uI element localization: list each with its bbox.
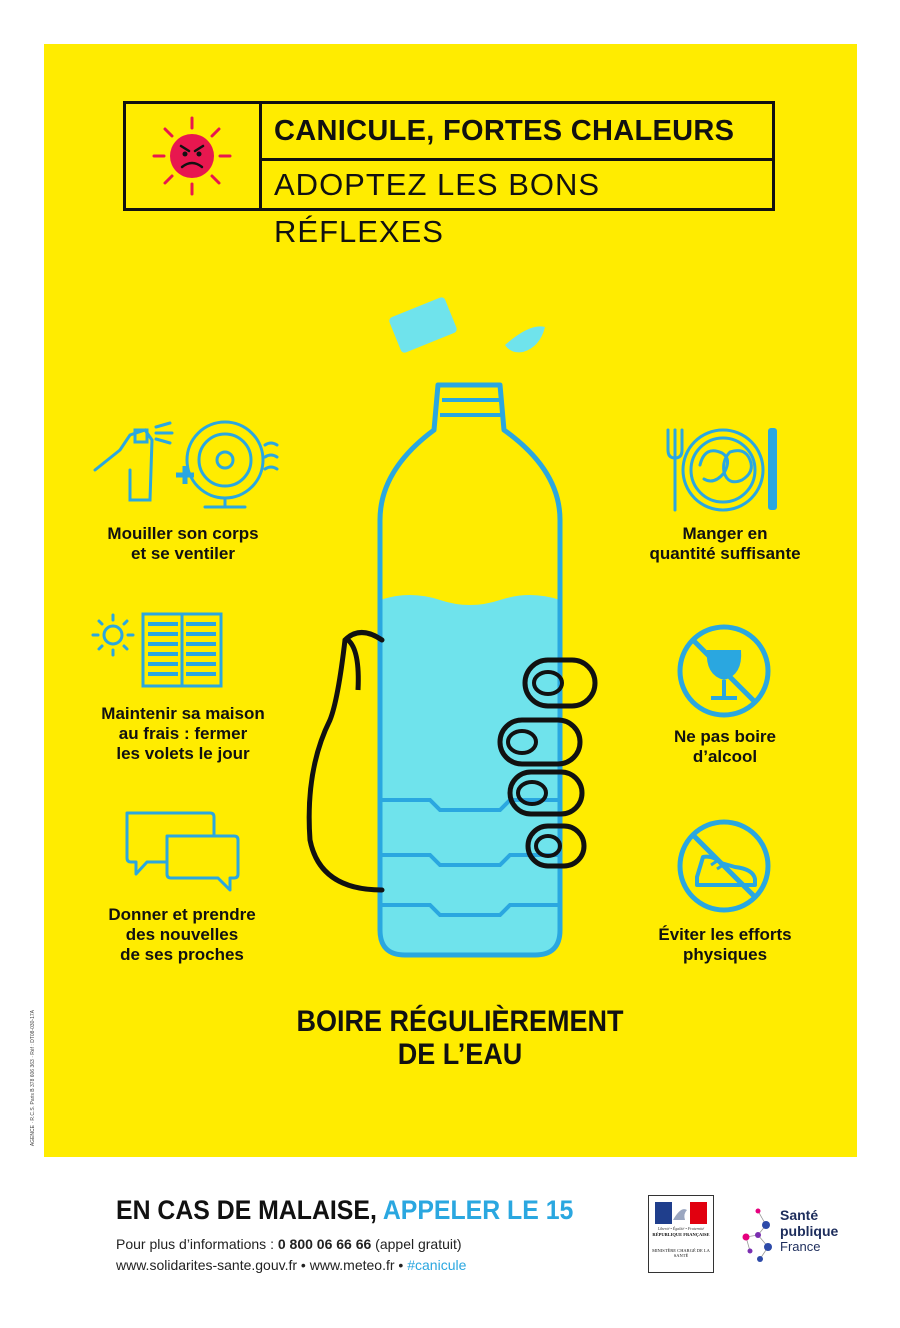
advice-line: les volets le jour [116, 744, 250, 763]
advice-avoid-effort [635, 925, 815, 965]
header-title: CANICULE, FORTES CHALEURS [262, 104, 772, 161]
info-prefix: Pour plus d’informations : [116, 1236, 278, 1252]
advice-no-alcohol [640, 727, 810, 767]
footer-links-line [116, 1257, 466, 1273]
sp-line2: publique [780, 1223, 839, 1239]
speech-bubbles-icon [122, 808, 247, 893]
advice-line: Manger en [682, 524, 768, 543]
gov-ministry: MINISTÈRE CHARGÉ DE LA SANTÉ [652, 1248, 710, 1258]
no-alcohol-icon [673, 620, 775, 722]
advice-keep-in-touch [92, 905, 272, 965]
sp-line3: France [780, 1239, 821, 1254]
footer-title [116, 1195, 573, 1226]
spray-fan-icon [90, 415, 285, 510]
side-reference-text: AGENCE · R.C.S. Paris B 378 606 363 · Réf : DT08-030-17A [30, 1010, 36, 1147]
plate-fork-knife-icon [660, 420, 785, 515]
header-subtitle: ADOPTEZ LES BONS RÉFLEXES [274, 167, 601, 249]
main-message-line2: DE L’EAU [397, 1038, 523, 1071]
advice-cool-house [88, 704, 278, 764]
hashtag-canicule[interactable]: #canicule [407, 1257, 467, 1273]
advice-line: physiques [682, 945, 768, 964]
sun-shutters-icon [88, 610, 228, 690]
advice-line: Donner et prendre [108, 905, 256, 924]
header-banner [123, 101, 775, 249]
footer-title-accent: APPELER LE 15 [382, 1195, 574, 1225]
sp-line1: Santé [780, 1207, 819, 1223]
water-bottle-hand-illustration [290, 290, 610, 970]
no-sport-icon [673, 815, 775, 917]
advice-line: et se ventiler [131, 544, 235, 563]
link-solidarites-sante[interactable]: www.solidarites-sante.gouv.fr [116, 1257, 298, 1273]
advice-line: d’alcool [692, 747, 758, 766]
marianne-flag-icon [655, 1202, 707, 1224]
separator: • [297, 1257, 310, 1273]
angry-sun-icon [126, 104, 262, 208]
footer-title-main: EN CAS DE MALAISE, [116, 1195, 377, 1225]
main-message-line1: BOIRE RÉGULIÈREMENT [296, 1005, 624, 1038]
molecule-icon [738, 1205, 778, 1265]
separator: • [394, 1257, 408, 1273]
advice-line: de ses proches [120, 945, 244, 964]
phone-note: (appel gratuit) [371, 1236, 462, 1252]
advice-line: au frais : fermer [118, 724, 248, 743]
republique-francaise-logo [648, 1195, 714, 1273]
footer-info-line [116, 1236, 462, 1252]
main-message [271, 1005, 649, 1071]
advice-line: Ne pas boire [673, 727, 777, 746]
advice-wet-body [90, 524, 276, 564]
advice-line: des nouvelles [125, 925, 239, 944]
water-drop-icon [505, 326, 545, 352]
link-meteo[interactable]: www.meteo.fr [309, 1257, 395, 1273]
advice-line: Mouiller son corps [107, 524, 259, 543]
advice-line: quantité suffisante [649, 544, 801, 563]
bottle-cap-icon [388, 296, 458, 354]
gov-motto: Liberté • Égalité • Fraternité [657, 1226, 705, 1231]
gov-name: RÉPUBLIQUE FRANÇAISE [652, 1232, 710, 1237]
advice-line: Maintenir sa maison [101, 704, 265, 723]
advice-line: Éviter les efforts [658, 925, 792, 944]
phone-number[interactable]: 0 800 06 66 66 [277, 1236, 372, 1252]
sante-publique-france-logo [738, 1205, 848, 1265]
advice-eat-enough [630, 524, 820, 564]
